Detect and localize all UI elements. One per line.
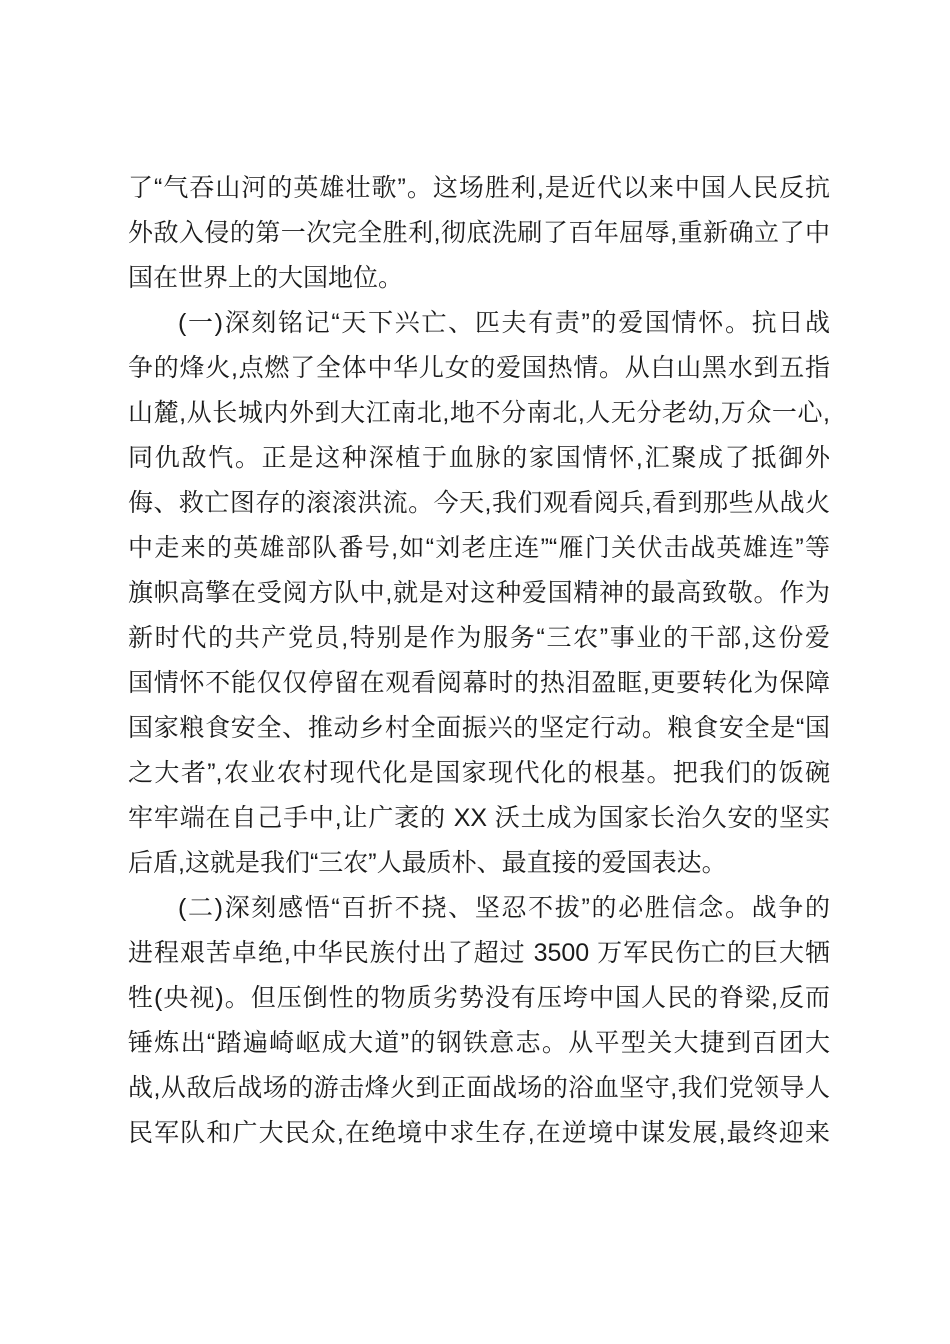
document-text	[128, 166, 830, 1156]
text-line: 锤炼出“踏遍崎岖成大道”的钢铁意志。从平型关大捷到百团大	[128, 1029, 830, 1057]
text-line: 之大者”,农业农村现代化是国家现代化的根基。把我们的饭碗	[128, 759, 830, 787]
text-line: 山麓,从长城内外到大江南北,地不分南北,人无分老幼,万众一心,	[128, 399, 830, 427]
text-line: 外敌入侵的第一次完全胜利,彻底洗刷了百年屈辱,重新确立了中	[128, 219, 830, 247]
text-line: 同仇敌忾。正是这种深植于血脉的家国情怀,汇聚成了抵御外	[128, 444, 830, 472]
paragraph	[128, 886, 830, 1156]
text-line: 民军队和广大民众,在绝境中求生存,在逆境中谋发展,最终迎来	[128, 1119, 830, 1147]
paragraph	[128, 301, 830, 886]
text-line: 牲(央视)。但压倒性的物质劣势没有压垮中国人民的脊梁,反而	[128, 984, 830, 1012]
text-line: 新时代的共产党员,特别是作为服务“三农”事业的干部,这份爱	[128, 624, 830, 652]
text-line: 争的烽火,点燃了全体中华儿女的爱国热情。从白山黑水到五指	[128, 354, 830, 382]
text-line: 战,从敌后战场的游击烽火到正面战场的浴血坚守,我们党领导人	[128, 1074, 830, 1102]
text-line: (二)深刻感悟“百折不挠、坚忍不拔”的必胜信念。战争的	[178, 894, 830, 922]
paragraph	[128, 166, 830, 301]
text-line: 了“气吞山河的英雄壮歌”。这场胜利,是近代以来中国人民反抗	[128, 174, 830, 202]
text-line: 国在世界上的大国地位。	[128, 264, 404, 292]
text-line: 后盾,这就是我们“三农”人最质朴、最直接的爱国表达。	[128, 849, 727, 877]
text-line: (一)深刻铭记“天下兴亡、匹夫有责”的爱国情怀。抗日战	[178, 309, 830, 337]
text-line: 国情怀不能仅仅停留在观看阅幕时的热泪盈眶,更要转化为保障	[128, 669, 830, 697]
text-line: 进程艰苦卓绝,中华民族付出了超过 3500 万军民伤亡的巨大牺	[128, 939, 830, 967]
text-line: 侮、救亡图存的滚滚洪流。今天,我们观看阅兵,看到那些从战火	[128, 489, 830, 517]
text-line: 牢牢端在自己手中,让广袤的 XX 沃土成为国家长治久安的坚实	[128, 804, 830, 832]
text-line: 中走来的英雄部队番号,如“刘老庄连”“雁门关伏击战英雄连”等	[128, 534, 830, 562]
text-line: 国家粮食安全、推动乡村全面振兴的坚定行动。粮食安全是“国	[128, 714, 830, 742]
text-line: 旗帜高擎在受阅方队中,就是对这种爱国精神的最高致敬。作为	[128, 579, 830, 607]
